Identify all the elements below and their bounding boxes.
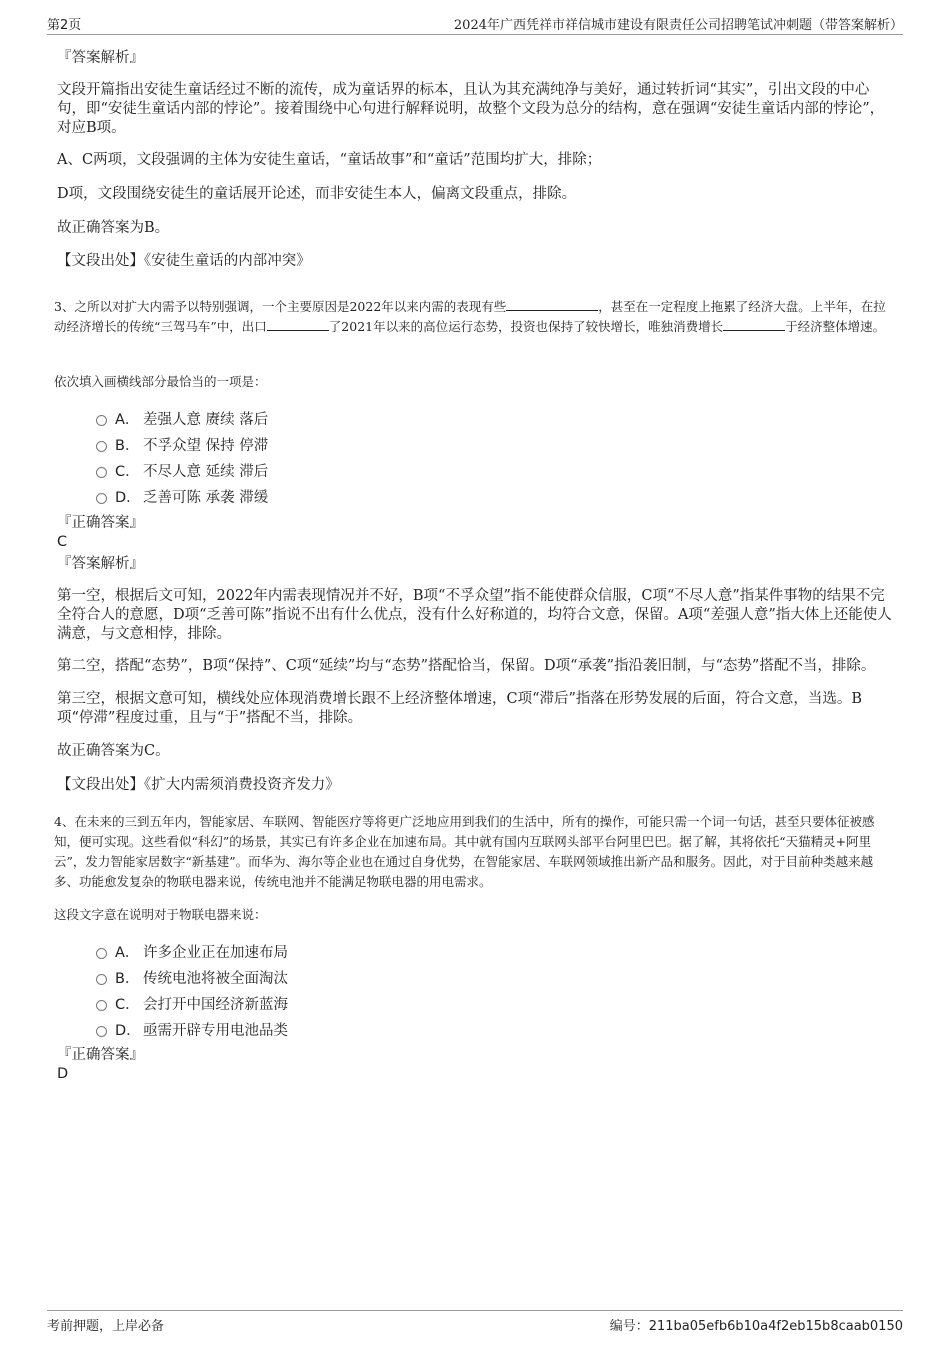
q3-correct-answer: C	[57, 534, 68, 550]
q3-analysis-3: 第三空，根据文意可知，横线处应体现消费增长跟不上经济整体增速，C项“滞后”指落在形势发展的后面，符合文意，当选。B项“停滞”程度过重，且与“于”搭配不当，排除。	[57, 691, 863, 726]
q4-correct-label: 『正确答案』	[57, 1047, 144, 1063]
radio-icon[interactable]	[96, 415, 107, 426]
q3-analysis-1: 第一空，根据后文可知，2022年内需表现情况并不好，B项“不孚众望”指不能使群众信服，C项“不尽人意”指某件事物的结果不完全符合人的意愿，D项“乏善可陈”指说不出有什么优点，没有什么好称道的，均符合文意，保留。A项“差强人意”指大体上还能使人满意，与文意相悖，排除。	[57, 588, 892, 642]
q4-option-c[interactable]: C． 会打开中国经济新蓝海	[96, 993, 288, 1014]
q2-analysis-3: D项，文段围绕安徒生的童话展开论述，而非安徒生本人，偏离文段重点，排除。	[57, 186, 577, 202]
q3-option-a[interactable]: A． 差强人意 赓续 落后	[96, 408, 268, 429]
q3-option-b[interactable]: B． 不孚众望 保持 停滞	[96, 434, 268, 455]
q3-option-c[interactable]: C． 不尽人意 延续 滞后	[96, 460, 268, 481]
radio-icon[interactable]	[96, 493, 107, 504]
q4-prompt: 这段文字意在说明对于物联电器来说：	[54, 907, 267, 922]
q2-analysis-label: 『答案解析』	[57, 50, 144, 66]
q4-correct-answer: D	[57, 1066, 69, 1082]
q4-option-a[interactable]: A． 许多企业正在加速布局	[96, 941, 288, 962]
q3-correct-label: 『正确答案』	[57, 515, 144, 531]
document-title: 2024年广西凭祥市祥信城市建设有限责任公司招聘笔试冲刺题（带答案解析）	[453, 18, 903, 33]
page-header	[47, 14, 903, 35]
footer-slogan: 考前押题，上岸必备	[47, 1319, 165, 1334]
q4-option-d[interactable]: D． 亟需开辟专用电池品类	[96, 1019, 288, 1040]
q3-prompt: 依次填入画横线部分最恰当的一项是：	[54, 374, 267, 389]
q3-analysis-2: 第二空，搭配“态势”，B项“保持”、C项“延续”均与“态势”搭配恰当，保留。D项“承袭”指沿袭旧制，与“态势”搭配不当，排除。	[57, 658, 876, 674]
q3-analysis-4: 故正确答案为C。	[57, 743, 170, 759]
document-code: 编号：211ba05efb6b10a4f2eb15b8caab0150	[609, 1319, 903, 1334]
q2-analysis-2: A、C两项，文段强调的主体为安徒生童话，“童话故事”和“童话”范围均扩大，排除；	[57, 152, 602, 168]
q3-analysis-label: 『答案解析』	[57, 556, 144, 572]
q2-analysis-1: 文段开篇指出安徒生童话经过不断的流传，成为童话界的标本，且认为其充满纯净与美好，通过转折词“其实”，引出文段的中心句，即“安徒生童话内部的悖论”。接着围绕中心句进行解释说明，故整个文段为总分的结构，意在强调“安徒生童话内部的悖论”，对应B项。	[57, 82, 885, 136]
q3-source: 【文段出处】《扩大内需须消费投资齐发力》	[57, 777, 340, 793]
q4-stem: 4、在未来的三到五年内，智能家居、车联网、智能医疗等将更广泛地应用到我们的生活中，所有的操作，可能只需一个词一句话，甚至只要体征被感知，便可实现。这些看似“科幻”的场景，其实已有许多企业在加速布局。其中就有国内互联网头部平台阿里巴巴。据了解，其将依托“天猫精灵+阿里云”，发力智能家居数字“新基建”。而华为、海尔等企业也在通过自身优势，在智能家居、车联网领域推出新产品和服务。因此，对于目前种类越来越多、功能愈发复杂的物联电器来说，传统电池并不能满足物联电器的用电需求。	[54, 814, 875, 889]
page-footer	[47, 1310, 903, 1334]
radio-icon[interactable]	[96, 1000, 107, 1011]
q3-blank-2	[267, 318, 329, 331]
radio-icon[interactable]	[96, 467, 107, 478]
q3-option-d[interactable]: D． 乏善可陈 承袭 滞缓	[96, 486, 268, 507]
radio-icon[interactable]	[96, 1026, 107, 1037]
q4-option-b[interactable]: B． 传统电池将被全面淘汰	[96, 967, 288, 988]
radio-icon[interactable]	[96, 441, 107, 452]
radio-icon[interactable]	[96, 974, 107, 985]
q3-blank-3	[723, 318, 785, 331]
q3-stem: 3、之所以对扩大内需予以特别强调，一个主要原因是2022年以来内需的表现有些 ，甚至在一定程度上拖累了经济大盘。上半年，在拉动经济增长的传统“三驾马车”中，出口 了2021年以来的高位运行态势，投资也保持了较快增长，唯独消费增长 于经济整体增速。	[54, 299, 886, 334]
q2-analysis-4: 故正确答案为B。	[57, 220, 170, 236]
q2-source: 【文段出处】《安徒生童话的内部冲突》	[57, 253, 311, 269]
q3-blank-1	[506, 298, 598, 311]
page-number: 第2页	[47, 18, 82, 33]
radio-icon[interactable]	[96, 948, 107, 959]
